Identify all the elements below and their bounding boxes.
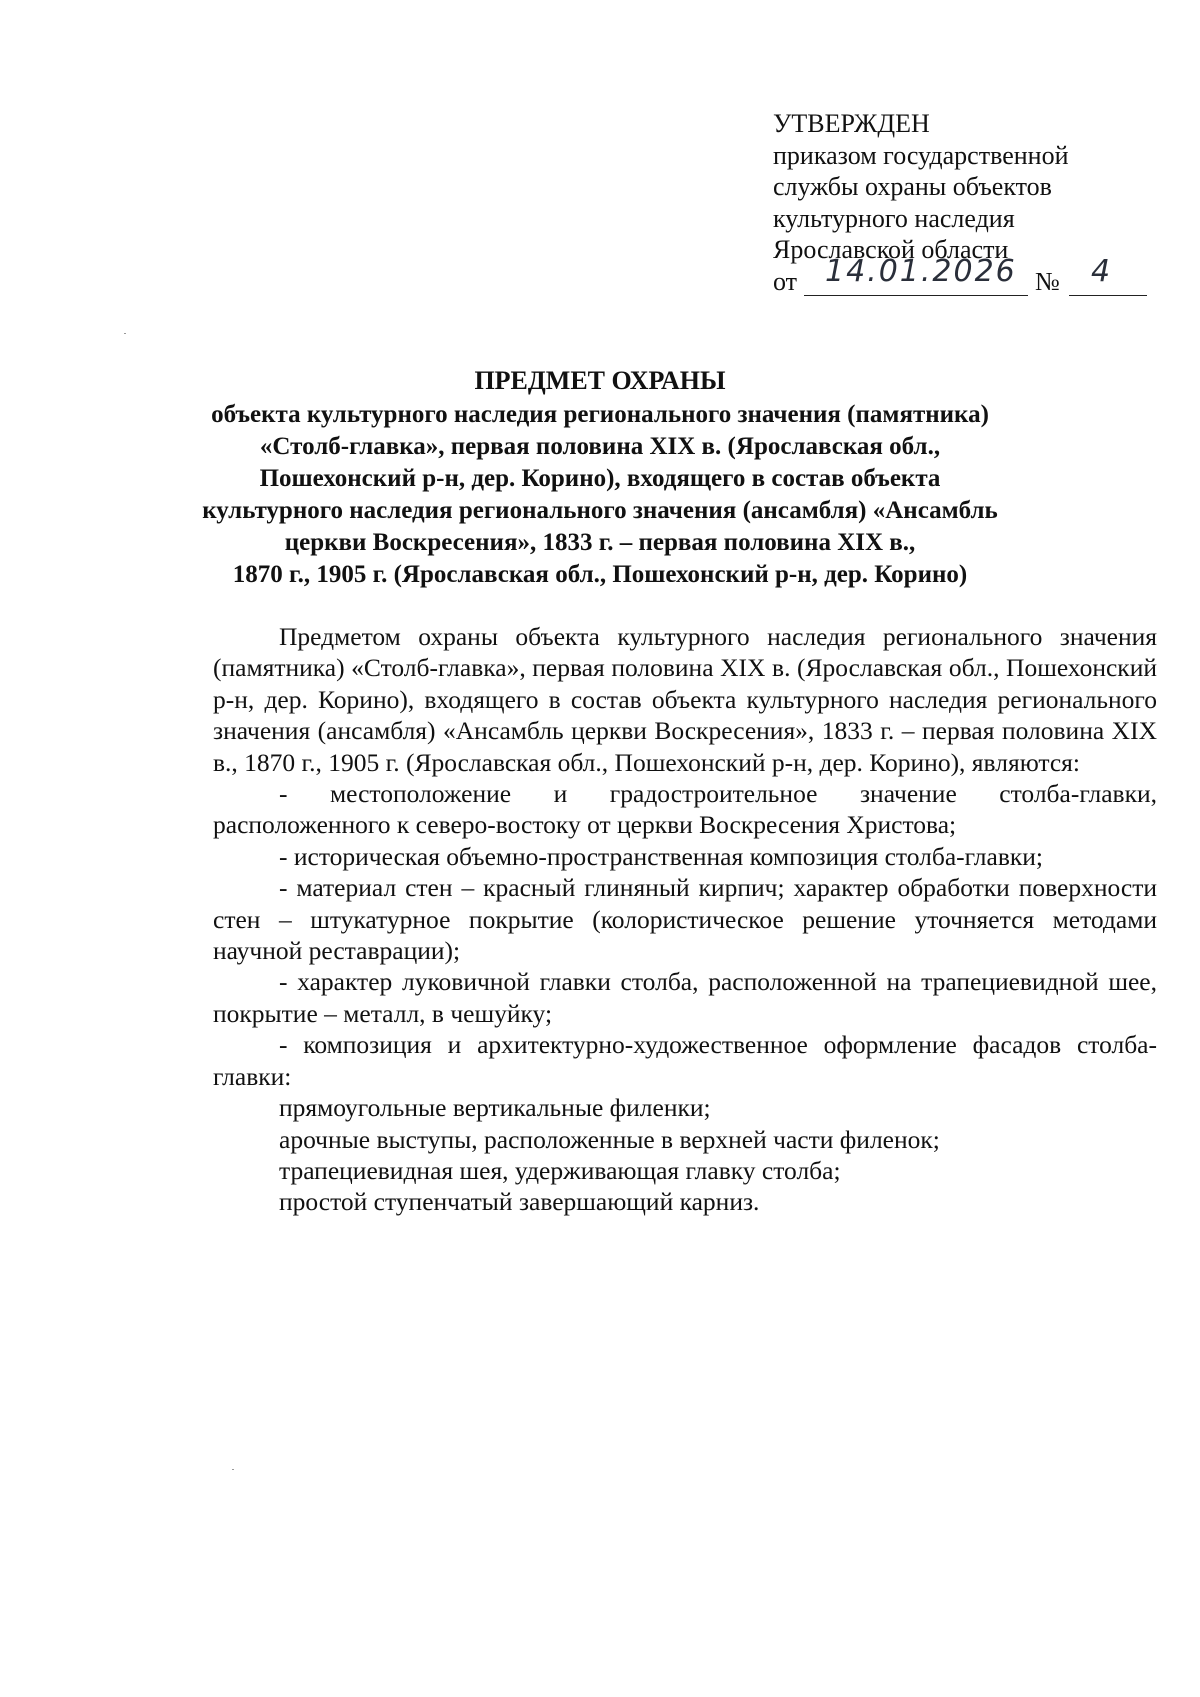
handwritten-date: 14.01.2026: [825, 253, 1017, 289]
facade-subitem: простой ступенчатый завершающий карниз.: [279, 1187, 760, 1217]
approval-line: культурного наследия: [773, 203, 1015, 233]
title-line: объекта культурного наследия регионального значения (памятника): [211, 401, 989, 428]
scan-speck: [124, 333, 126, 334]
approval-line: Ярославской области: [773, 235, 1009, 264]
number-prefix: №: [1035, 266, 1060, 296]
number-underline: [1069, 295, 1147, 296]
protection-item: - материал стен – красный глиняный кирпич; характер обработки поверхности стен – штукатурное покрытие (колористическое решение уточняется методами научной реставрации);: [213, 873, 1157, 966]
scan-speck: [232, 1469, 234, 1470]
title-line: 1870 г., 1905 г. (Ярославская обл., Пошехонский р-н, дер. Корино): [232, 561, 968, 588]
title-line: «Столб-главка», первая половина XIX в. (Ярославская обл.,: [259, 433, 941, 460]
facade-subitem: трапециевидная шея, удерживающая главку столба;: [279, 1155, 841, 1185]
facade-subitem: прямоугольные вертикальные филенки;: [279, 1093, 711, 1123]
intro-paragraph: Предметом охраны объекта культурного наследия регионального значения (памятника) «Столб-главка», первая половина XIX в. (Ярославская обл., Пошехонский р-н, дер. Корино), входящего в состав объекта культурного наследия регионального значения (ансамбля) «Ансамбль церкви Воскресения», 1833 г. – первая половина XIX в., 1870 г., 1905 г. (Ярославская обл., Пошехонский р-н, дер. Корино), являются:: [213, 622, 1157, 777]
approval-line: приказом государственной: [773, 140, 1069, 170]
approval-stamp: [773, 108, 1173, 300]
title-line: церкви Воскресения», 1833 г. – первая половина XIX в.,: [284, 529, 916, 556]
facade-subitem: арочные выступы, расположенные в верхней части филенок;: [279, 1124, 940, 1154]
document-title: ПРЕДМЕТ ОХРАНЫ: [474, 366, 726, 395]
approval-heading: УТВЕРЖДЕН: [773, 109, 930, 138]
approval-date-row: [773, 253, 1173, 300]
date-underline: [804, 295, 1028, 296]
protection-item: - историческая объемно-пространственная композиция столба-главки;: [279, 841, 1044, 871]
date-prefix: от: [773, 266, 798, 296]
protection-item: - композиция и архитектурно-художественное оформление фасадов столба-главки:: [213, 1030, 1157, 1091]
document-body: [213, 621, 1157, 1218]
handwritten-number: 4: [1091, 253, 1113, 289]
title-line: культурного наследия регионального значения (ансамбля) «Ансамбль: [202, 497, 998, 524]
approval-line: службы охраны объектов: [773, 172, 1052, 201]
title-line: Пошехонский р-н, дер. Корино), входящего в состав объекта: [259, 465, 941, 492]
protection-item: - местоположение и градостроительное значение столба-главки, расположенного к северо-востоку от церкви Воскресения Христова;: [213, 779, 1157, 840]
protection-item: - характер луковичной главки столба, расположенной на трапециевидной шее, покрытие – металл, в чешуйку;: [213, 967, 1157, 1028]
document-title-block: [200, 365, 1000, 591]
